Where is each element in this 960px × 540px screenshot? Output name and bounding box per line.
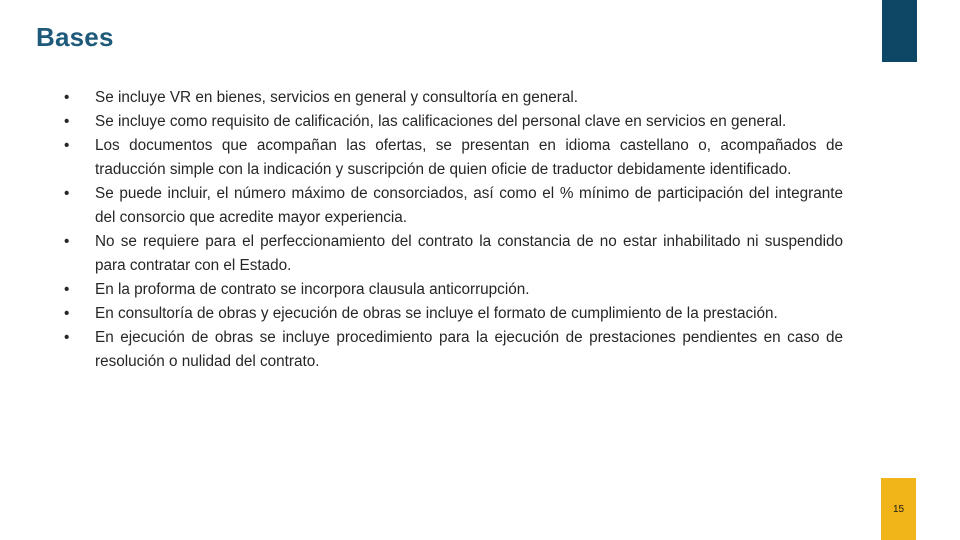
bullet-item: • En consultoría de obras y ejecución de obras se incluye el formato de cumplimiento de la prestación. (64, 302, 843, 326)
bullet-item: • Se puede incluir, el número máximo de consorciados, así como el % mínimo de participación del integrante del consorcio que acredite mayor experiencia. (64, 182, 843, 230)
bullet-item: • Se incluye como requisito de calificación, las calificaciones del personal clave en servicios en general. (64, 110, 843, 134)
bullet-item: • No se requiere para el perfeccionamiento del contrato la constancia de no estar inhabilitado ni suspendido para contratar con el Estado. (64, 230, 843, 278)
slide-title: Bases (36, 22, 114, 52)
bullet-item: • En ejecución de obras se incluye procedimiento para la ejecución de prestaciones pendientes en caso de resolución o nulidad del contrato. (64, 326, 843, 374)
bullet-list (64, 86, 843, 374)
page-number-badge (881, 478, 916, 540)
bullet-item: • En la proforma de contrato se incorpora clausula anticorrupción. (64, 278, 843, 302)
bullet-item: • Se incluye VR en bienes, servicios en general y consultoría en general. (64, 86, 843, 110)
bullet-item: • Los documentos que acompañan las ofertas, se presentan en idioma castellano o, acompañados de traducción simple con la indicación y suscripción de quien oficie de traductor debidamente identificado. (64, 134, 843, 182)
top-accent-bar (882, 0, 917, 62)
page-number: 15 (892, 503, 905, 515)
